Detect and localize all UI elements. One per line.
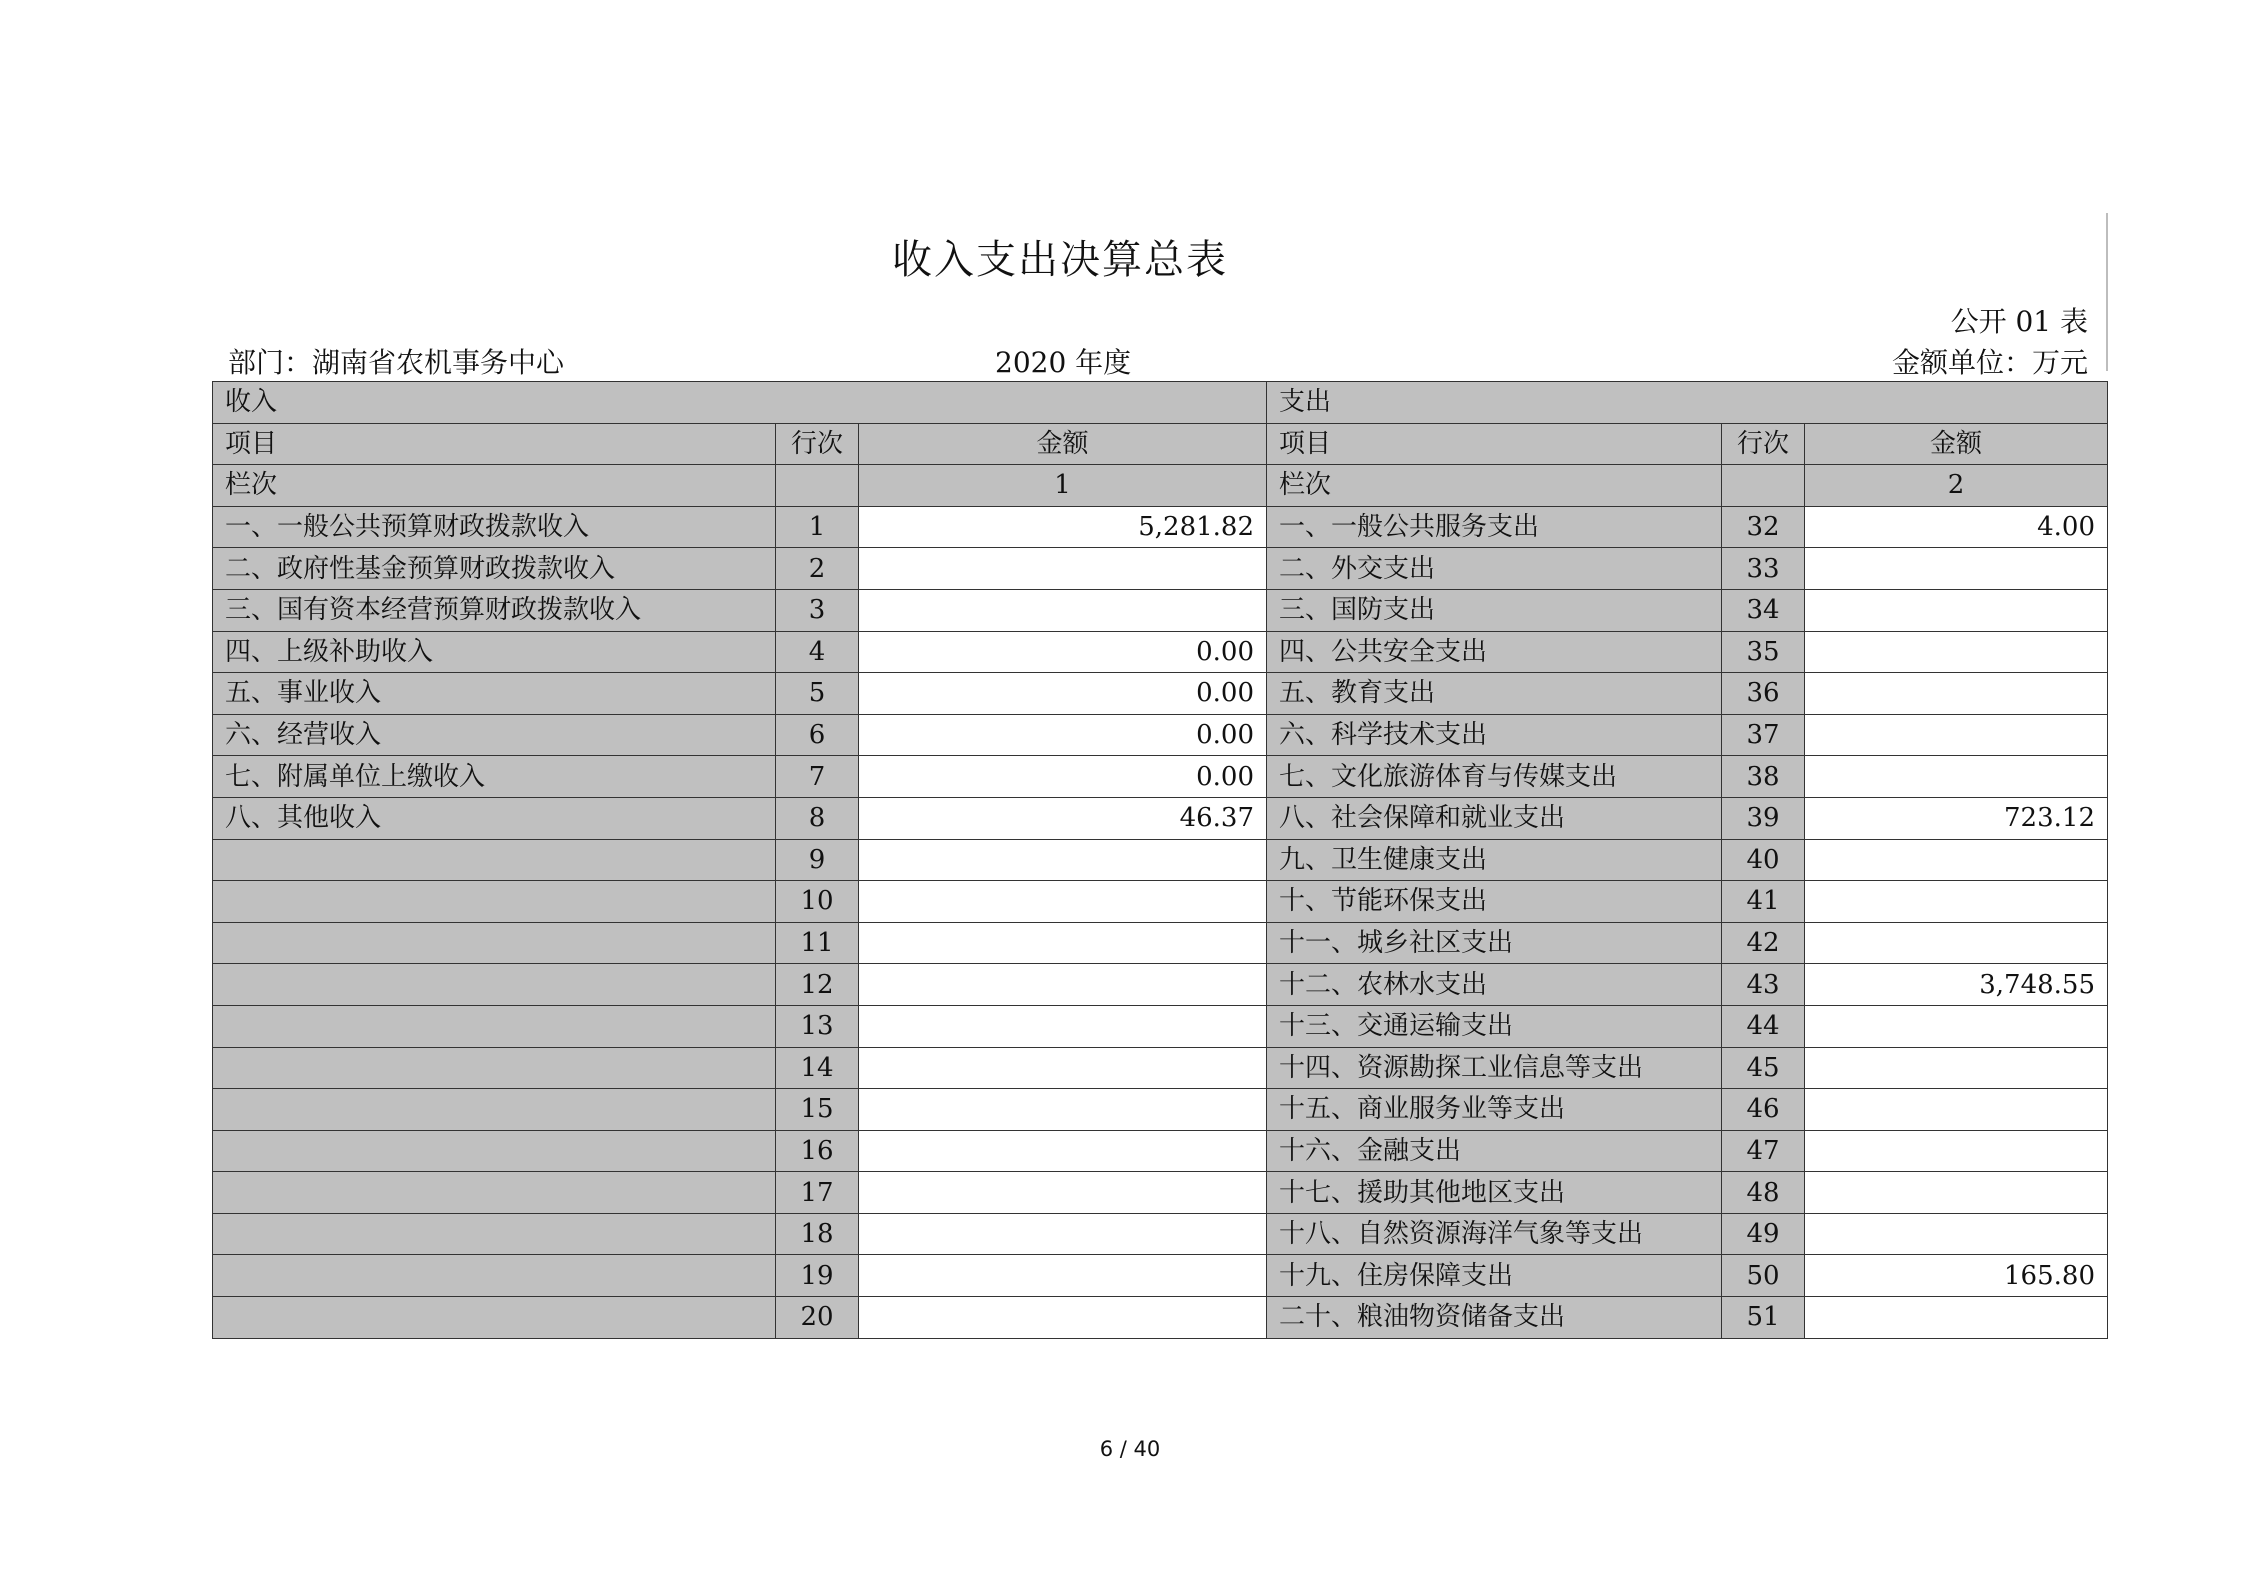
expense-amount-cell: 4.00 [1805,506,2108,548]
income-amount-cell [859,1089,1267,1131]
income-item-cell: 二、政府性基金预算财政拨款收入 [213,548,776,590]
income-amount-cell [859,881,1267,923]
table-row [213,714,2108,756]
amount-unit: 金额单位：万元 [1891,346,2088,379]
income-amount-cell [859,1172,1267,1214]
income-line-cell: 5 [776,673,859,715]
column-number-row [213,465,2108,507]
income-item-cell [213,839,776,881]
income-item-cell [213,1089,776,1131]
expense-line-cell: 48 [1722,1172,1805,1214]
table-row [213,756,2108,798]
expense-amount-cell [1805,839,2108,881]
table-row [213,881,2108,923]
income-line-cell: 13 [776,1005,859,1047]
income-amount-cell [859,589,1267,631]
fiscal-year: 2020 年度 [995,346,1132,379]
expense-item-cell: 十七、援助其他地区支出 [1267,1172,1722,1214]
income-amount-cell [859,964,1267,1006]
table-row [213,673,2108,715]
income-amount-cell: 0.00 [859,631,1267,673]
form-number: 公开 01 表 [1950,305,2088,338]
expense-line-cell: 32 [1722,506,1805,548]
table-row [213,1213,2108,1255]
expense-amount-cell [1805,589,2108,631]
income-line-cell: 14 [776,1047,859,1089]
income-item-cell [213,964,776,1006]
expense-item-cell: 九、卫生健康支出 [1267,839,1722,881]
income-amount-header: 金额 [859,423,1267,465]
expense-line-cell: 43 [1722,964,1805,1006]
income-item-cell [213,1255,776,1297]
expense-line-cell: 46 [1722,1089,1805,1131]
expense-item-cell: 十一、城乡社区支出 [1267,922,1722,964]
income-amount-cell: 0.00 [859,756,1267,798]
table-row [213,589,2108,631]
income-amount-cell: 5,281.82 [859,506,1267,548]
expense-item-cell: 二十、粮油物资储备支出 [1267,1297,1722,1339]
income-item-cell: 一、一般公共预算财政拨款收入 [213,506,776,548]
income-item-cell [213,1005,776,1047]
expense-item-cell: 十九、住房保障支出 [1267,1255,1722,1297]
income-item-cell [213,1213,776,1255]
income-column-label: 栏次 [213,465,776,507]
expense-line-cell: 34 [1722,589,1805,631]
income-amount-cell [859,1255,1267,1297]
expense-amount-cell [1805,714,2108,756]
income-item-cell: 六、经营收入 [213,714,776,756]
table-row [213,922,2108,964]
income-amount-cell [859,1005,1267,1047]
expense-amount-header: 金额 [1805,423,2108,465]
income-amount-cell [859,1130,1267,1172]
expense-item-cell: 四、公共安全支出 [1267,631,1722,673]
expense-amount-cell [1805,1130,2108,1172]
income-item-cell [213,1047,776,1089]
expense-item-cell: 五、教育支出 [1267,673,1722,715]
expense-amount-cell [1805,1047,2108,1089]
table-row [213,1089,2108,1131]
expense-line-cell: 40 [1722,839,1805,881]
income-line-cell: 15 [776,1089,859,1131]
income-amount-cell [859,922,1267,964]
table-row [213,839,2108,881]
income-amount-cell [859,1047,1267,1089]
expense-line-cell: 38 [1722,756,1805,798]
expense-item-cell: 十、节能环保支出 [1267,881,1722,923]
table-row [213,1005,2108,1047]
income-line-cell: 10 [776,881,859,923]
page-number: 6 / 40 [1099,1437,1161,1461]
income-amount-cell [859,1213,1267,1255]
expense-line-cell: 49 [1722,1213,1805,1255]
expense-line-header: 行次 [1722,423,1805,465]
income-item-cell: 八、其他收入 [213,797,776,839]
expense-item-cell: 八、社会保障和就业支出 [1267,797,1722,839]
expense-line-cell: 36 [1722,673,1805,715]
expense-item-cell: 十四、资源勘探工业信息等支出 [1267,1047,1722,1089]
income-item-cell: 四、上级补助收入 [213,631,776,673]
income-line-cell: 6 [776,714,859,756]
income-line-cell: 17 [776,1172,859,1214]
table-row [213,506,2108,548]
table-row [213,1172,2108,1214]
expense-section-header: 支出 [1267,382,2108,424]
expense-line-cell: 45 [1722,1047,1805,1089]
expense-line-cell: 41 [1722,881,1805,923]
income-line-cell: 9 [776,839,859,881]
income-amount-cell [859,839,1267,881]
table-row [213,797,2108,839]
expense-line-cell: 50 [1722,1255,1805,1297]
expense-amount-cell [1805,1005,2108,1047]
expense-column-blank [1722,465,1805,507]
expense-amount-cell [1805,1172,2108,1214]
income-line-cell: 7 [776,756,859,798]
income-amount-cell: 0.00 [859,673,1267,715]
expense-amount-cell [1805,673,2108,715]
page-title: 收入支出决算总表 [892,237,1228,283]
table-row [213,964,2108,1006]
expense-item-cell: 十八、自然资源海洋气象等支出 [1267,1213,1722,1255]
expense-amount-cell: 723.12 [1805,797,2108,839]
expense-column-number: 2 [1805,465,2108,507]
income-line-header: 行次 [776,423,859,465]
department-label: 部门：湖南省农机事务中心 [228,346,565,379]
expense-item-cell: 六、科学技术支出 [1267,714,1722,756]
expense-line-cell: 44 [1722,1005,1805,1047]
income-line-cell: 19 [776,1255,859,1297]
expense-amount-cell [1805,548,2108,590]
income-column-number: 1 [859,465,1267,507]
income-line-cell: 16 [776,1130,859,1172]
income-item-cell [213,1130,776,1172]
income-line-cell: 20 [776,1297,859,1339]
income-line-cell: 1 [776,506,859,548]
income-item-cell [213,881,776,923]
income-item-cell: 七、附属单位上缴收入 [213,756,776,798]
income-item-cell: 五、事业收入 [213,673,776,715]
income-section-header: 收入 [213,382,1267,424]
expense-amount-cell [1805,1213,2108,1255]
expense-item-cell: 十六、金融支出 [1267,1130,1722,1172]
income-amount-cell [859,548,1267,590]
expense-amount-cell [1805,1089,2108,1131]
income-item-cell [213,1297,776,1339]
table-row [213,1255,2108,1297]
income-amount-cell: 46.37 [859,797,1267,839]
income-expense-table [212,381,2108,1339]
income-amount-cell [859,1297,1267,1339]
income-line-cell: 3 [776,589,859,631]
expense-item-cell: 三、国防支出 [1267,589,1722,631]
expense-amount-cell [1805,756,2108,798]
expense-amount-cell: 165.80 [1805,1255,2108,1297]
expense-line-cell: 39 [1722,797,1805,839]
expense-amount-cell: 3,748.55 [1805,964,2108,1006]
expense-item-cell: 十五、商业服务业等支出 [1267,1089,1722,1131]
income-item-header: 项目 [213,423,776,465]
income-column-blank [776,465,859,507]
expense-item-cell: 十三、交通运输支出 [1267,1005,1722,1047]
income-line-cell: 11 [776,922,859,964]
expense-line-cell: 33 [1722,548,1805,590]
income-item-cell: 三、国有资本经营预算财政拨款收入 [213,589,776,631]
income-item-cell [213,922,776,964]
income-item-cell [213,1172,776,1214]
expense-amount-cell [1805,1297,2108,1339]
column-header-row [213,423,2108,465]
table-row [213,1130,2108,1172]
expense-line-cell: 51 [1722,1297,1805,1339]
income-line-cell: 12 [776,964,859,1006]
expense-line-cell: 37 [1722,714,1805,756]
section-header-row [213,382,2108,424]
expense-line-cell: 35 [1722,631,1805,673]
income-line-cell: 4 [776,631,859,673]
expense-item-cell: 七、文化旅游体育与传媒支出 [1267,756,1722,798]
income-line-cell: 2 [776,548,859,590]
income-line-cell: 8 [776,797,859,839]
expense-item-cell: 二、外交支出 [1267,548,1722,590]
income-line-cell: 18 [776,1213,859,1255]
expense-line-cell: 47 [1722,1130,1805,1172]
expense-amount-cell [1805,631,2108,673]
income-amount-cell: 0.00 [859,714,1267,756]
expense-item-header: 项目 [1267,423,1722,465]
expense-amount-cell [1805,922,2108,964]
expense-item-cell: 一、一般公共服务支出 [1267,506,1722,548]
expense-item-cell: 十二、农林水支出 [1267,964,1722,1006]
expense-amount-cell [1805,881,2108,923]
expense-line-cell: 42 [1722,922,1805,964]
table-row [213,548,2108,590]
table-row [213,1297,2108,1339]
table-row [213,631,2108,673]
table-row [213,1047,2108,1089]
expense-column-label: 栏次 [1267,465,1722,507]
